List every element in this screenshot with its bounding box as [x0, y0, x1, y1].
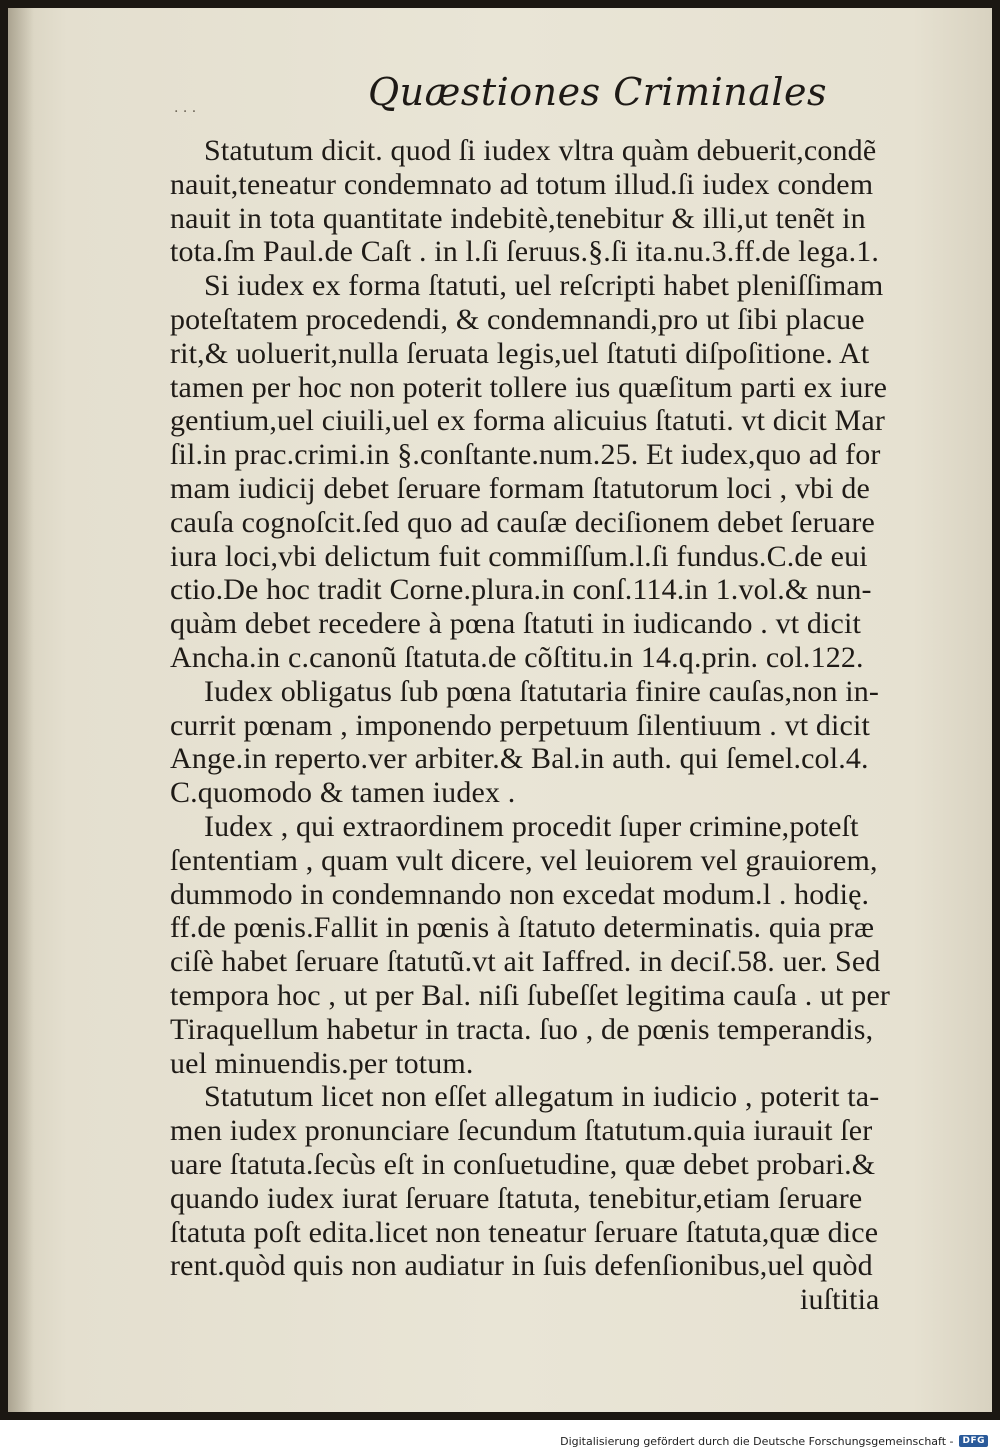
text-line: cauſa cognoſcit.ſed quo ad cauſæ deciſionem debet ſeruare [170, 505, 875, 539]
text-line: ſententiam , quam vult dicere, vel leuiorem vel grauiorem, [170, 843, 878, 877]
text-line: uel minuendis.per totum. [170, 1046, 474, 1080]
footer-credit [560, 1431, 988, 1451]
text-line: uare ſtatuta.ſecùs eſt in conſuetudine, quæ debet probari.& [170, 1147, 876, 1181]
page-corner-mark: · · · [174, 104, 197, 120]
text-line: ſtatuta poſt edita.licet non teneatur ſeruare ſtatuta,quæ dice [170, 1215, 879, 1249]
text-line: Iudex , qui extraordinem procedit ſuper crimine,poteſt [204, 809, 859, 843]
text-line: rent.quòd quis non audiatur in ſuis defenſionibus,uel quòd [170, 1249, 873, 1283]
text-line: Ange.in reperto.ver arbiter.& Bal.in auth. qui ſemel.col.4. [170, 742, 869, 776]
text-line: rit,& uoluerit,nulla ſeruata legis,uel ſtatuti diſpoſitione. At [170, 336, 870, 370]
text-line: ciſè habet ſeruare ſtatutũ.vt ait Iaffred. in deciſ.58. uer. Sed [170, 945, 881, 979]
text-line: Tiraquellum habetur in tracta. ſuo , de pœnis temperandis, [170, 1012, 874, 1046]
text-line: ctio.De hoc tradit Corne.plura.in conſ.114.in 1.vol.& nun- [170, 573, 872, 607]
text-line: iura loci,vbi delictum fuit commiſſum.l.ſi fundus.C.de eui [170, 539, 868, 573]
text-line: C.quomodo & tamen iudex . [170, 776, 516, 810]
text-line: gentium,uel ciuili,uel ex forma alicuius ſtatuti. vt dicit Mar [170, 404, 885, 438]
book-page [8, 8, 992, 1412]
text-line: Iudex obligatus ſub pœna ſtatutaria finire cauſas,non in- [204, 674, 880, 708]
text-line: ff.de pœnis.Fallit in pœnis à ſtatuto determinatis. quia præ [170, 911, 875, 945]
running-head: Quæstiones Criminales [368, 70, 828, 114]
text-line: tempora hoc , ut per Bal. niſi ſubeſſet legitima cauſa . ut per [170, 978, 891, 1012]
text-line: Statutum dicit. quod ſi iudex vltra quàm debuerit,condẽ [204, 134, 877, 167]
footer-credit-text: Digitalisierung gefördert durch die Deutsche Forschungsgemeinschaft - [560, 1434, 954, 1448]
text-line: tota.ſm Paul.de Caſt . in l.ſi ſeruus.§.ſi ita.nu.3.ff.de lega.1. [170, 235, 880, 269]
catchword: iuſtitia [800, 1283, 880, 1317]
text-line: currit pœnam , imponendo perpetuum ſilentiuum . vt dicit [170, 708, 870, 742]
text-line: mam iudicij debet ſeruare formam ſtatutorum loci , vbi de [170, 471, 870, 505]
text-line: Statutum licet non eſſet allegatum in iudicio , poterit ta- [204, 1080, 880, 1114]
text-line: poteſtatem procedendi, & condemnandi,pro ut ſibi placue [170, 302, 865, 336]
text-line: nauit,teneatur condemnato ad totum illud.ſi iudex condem [170, 167, 874, 201]
text-line: Si iudex ex forma ſtatuti, uel reſcripti habet pleniſſimam [204, 269, 884, 303]
body-text [170, 134, 960, 1317]
text-line: men iudex pronunciare ſecundum ſtatutum.quia iurauit ſer [170, 1114, 873, 1148]
gutter-shadow [8, 8, 34, 1412]
text-line: tamen per hoc non poterit tollere ius quæſitum parti ex iure [170, 370, 888, 404]
text-line: quàm debet recedere à pœna ſtatuti in iudicando . vt dicit [170, 607, 861, 641]
text-line: nauit in tota quantitate indebitè,tenebitur & illi,ut tenẽt in [170, 201, 866, 235]
text-line: Ancha.in c.canonũ ſtatuta.de cõſtitu.in 14.q.prin. col.122. [170, 640, 864, 674]
text-line: dummodo in condemnando non excedat modum.l . hodię. [170, 877, 870, 911]
text-line: quando iudex iurat ſeruare ſtatuta, tenebitur,etiam ſeruare [170, 1181, 863, 1215]
text-line: ſil.in prac.crimi.in §.conſtante.num.25. Et iudex,quo ad for [170, 438, 881, 472]
dfg-logo-icon: DFG [959, 1435, 988, 1447]
